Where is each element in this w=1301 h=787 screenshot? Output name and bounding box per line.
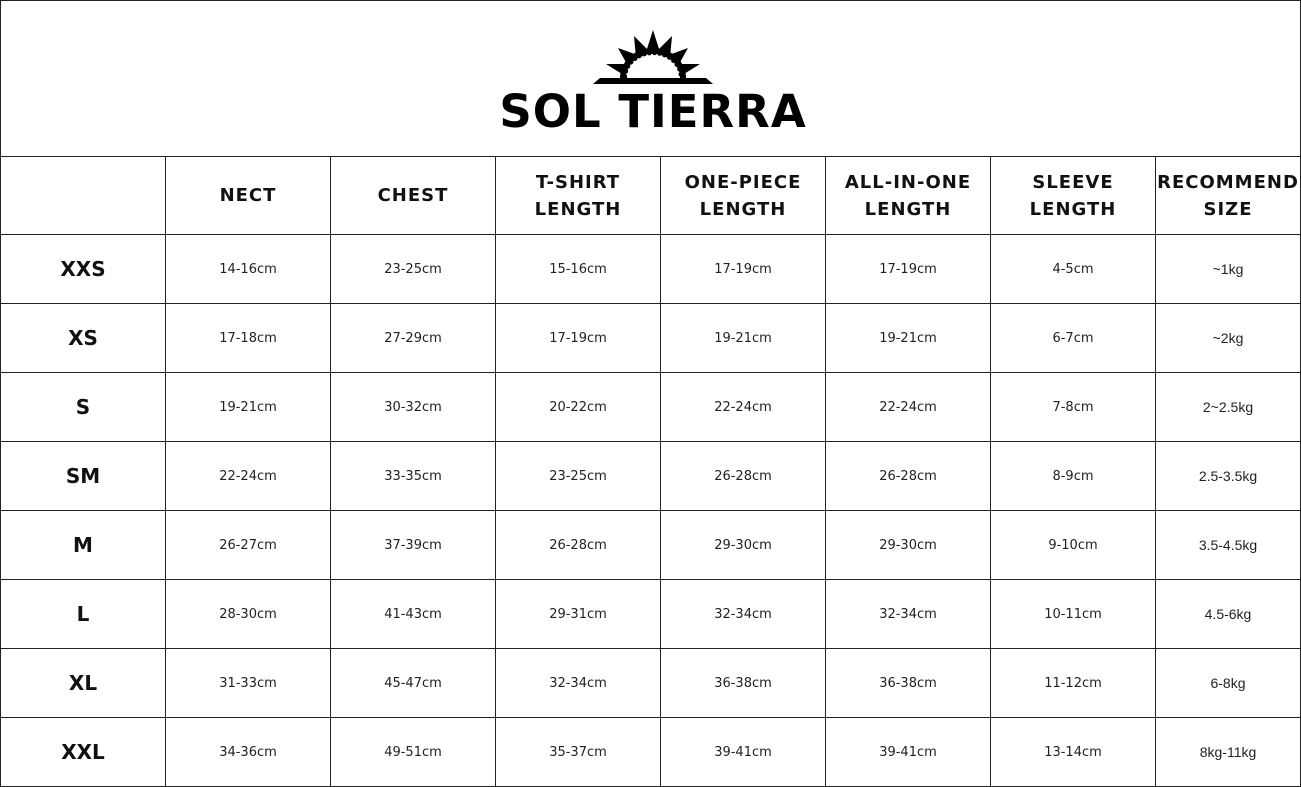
measurement-cell: 26-28cm [661,442,826,511]
measurement-cell: 33-35cm [331,442,496,511]
size-label: S [1,373,166,442]
measurement-cell: 26-28cm [826,442,991,511]
measurement-cell: 34-36cm [166,718,331,787]
column-header-line1: SLEEVE [1032,171,1114,193]
column-header-line1: ALL-IN-ONE [844,171,972,193]
recommend-size-cell: 2.5-3.5kg [1156,442,1301,511]
measurement-cell: 27-29cm [331,304,496,373]
recommend-size-cell: 8kg-11kg [1156,718,1301,787]
measurement-cell: 36-38cm [661,649,826,718]
measurement-cell: 15-16cm [496,235,661,304]
table-row [1,442,1301,511]
measurement-cell: 36-38cm [826,649,991,718]
measurement-cell: 17-19cm [496,304,661,373]
measurement-cell: 26-28cm [496,511,661,580]
measurement-cell: 17-19cm [661,235,826,304]
sun-icon [498,26,808,86]
column-header-line2: LENGTH [699,198,787,220]
column-header-line2: LENGTH [1029,198,1117,220]
size-label: SM [1,442,166,511]
column-header [1156,157,1301,235]
measurement-cell: 39-41cm [826,718,991,787]
recommend-size-cell: ~1kg [1156,235,1301,304]
measurement-cell: 22-24cm [661,373,826,442]
recommend-size-cell: 3.5-4.5kg [1156,511,1301,580]
measurement-cell: 41-43cm [331,580,496,649]
column-header [826,157,991,235]
table-row [1,511,1301,580]
column-header [661,157,826,235]
column-header [991,157,1156,235]
column-header-line1: RECOMMEND [1157,171,1299,193]
column-header-line2: LENGTH [864,198,952,220]
measurement-cell: 4-5cm [991,235,1156,304]
column-header-line1: T-SHIRT [535,171,621,193]
measurement-cell: 23-25cm [496,442,661,511]
measurement-cell: 6-7cm [991,304,1156,373]
measurement-cell: 7-8cm [991,373,1156,442]
table-row [1,580,1301,649]
measurement-cell: 17-19cm [826,235,991,304]
measurement-cell: 19-21cm [661,304,826,373]
column-header [331,157,496,235]
measurement-cell: 39-41cm [661,718,826,787]
table-row [1,304,1301,373]
size-chart-table [0,156,1301,787]
measurement-cell: 23-25cm [331,235,496,304]
measurement-cell: 22-24cm [166,442,331,511]
measurement-cell: 10-11cm [991,580,1156,649]
column-header-line1: CHEST [377,185,449,206]
measurement-cell: 45-47cm [331,649,496,718]
column-header [1,157,166,235]
measurement-cell: 29-30cm [826,511,991,580]
measurement-cell: 49-51cm [331,718,496,787]
measurement-cell: 9-10cm [991,511,1156,580]
measurement-cell: 14-16cm [166,235,331,304]
measurement-cell: 22-24cm [826,373,991,442]
size-label: M [1,511,166,580]
table-row [1,373,1301,442]
size-label: XXL [1,718,166,787]
recommend-size-cell: 2~2.5kg [1156,373,1301,442]
measurement-cell: 32-34cm [496,649,661,718]
measurement-cell: 11-12cm [991,649,1156,718]
size-label: XS [1,304,166,373]
recommend-size-cell: ~2kg [1156,304,1301,373]
column-header-line2: SIZE [1203,198,1253,220]
measurement-cell: 20-22cm [496,373,661,442]
column-header-line1: ONE-PIECE [684,171,802,193]
table-body [1,235,1301,787]
size-label: L [1,580,166,649]
recommend-size-cell: 4.5-6kg [1156,580,1301,649]
measurement-cell: 19-21cm [166,373,331,442]
measurement-cell: 13-14cm [991,718,1156,787]
measurement-cell: 28-30cm [166,580,331,649]
measurement-cell: 31-33cm [166,649,331,718]
measurement-cell: 29-30cm [661,511,826,580]
column-header-line1: NECT [219,185,277,206]
brand-name: SOL TIERRA [499,85,807,138]
size-label: XXS [1,235,166,304]
measurement-cell: 19-21cm [826,304,991,373]
measurement-cell: 37-39cm [331,511,496,580]
column-header-line2: LENGTH [534,198,622,220]
measurement-cell: 17-18cm [166,304,331,373]
measurement-cell: 32-34cm [661,580,826,649]
column-header [496,157,661,235]
table-row [1,718,1301,787]
measurement-cell: 8-9cm [991,442,1156,511]
measurement-cell: 30-32cm [331,373,496,442]
size-label: XL [1,649,166,718]
measurement-cell: 26-27cm [166,511,331,580]
column-header [166,157,331,235]
measurement-cell: 35-37cm [496,718,661,787]
table-row [1,649,1301,718]
measurement-cell: 29-31cm [496,580,661,649]
measurement-cell: 32-34cm [826,580,991,649]
recommend-size-cell: 6-8kg [1156,649,1301,718]
table-row [1,235,1301,304]
header-row [1,157,1301,235]
